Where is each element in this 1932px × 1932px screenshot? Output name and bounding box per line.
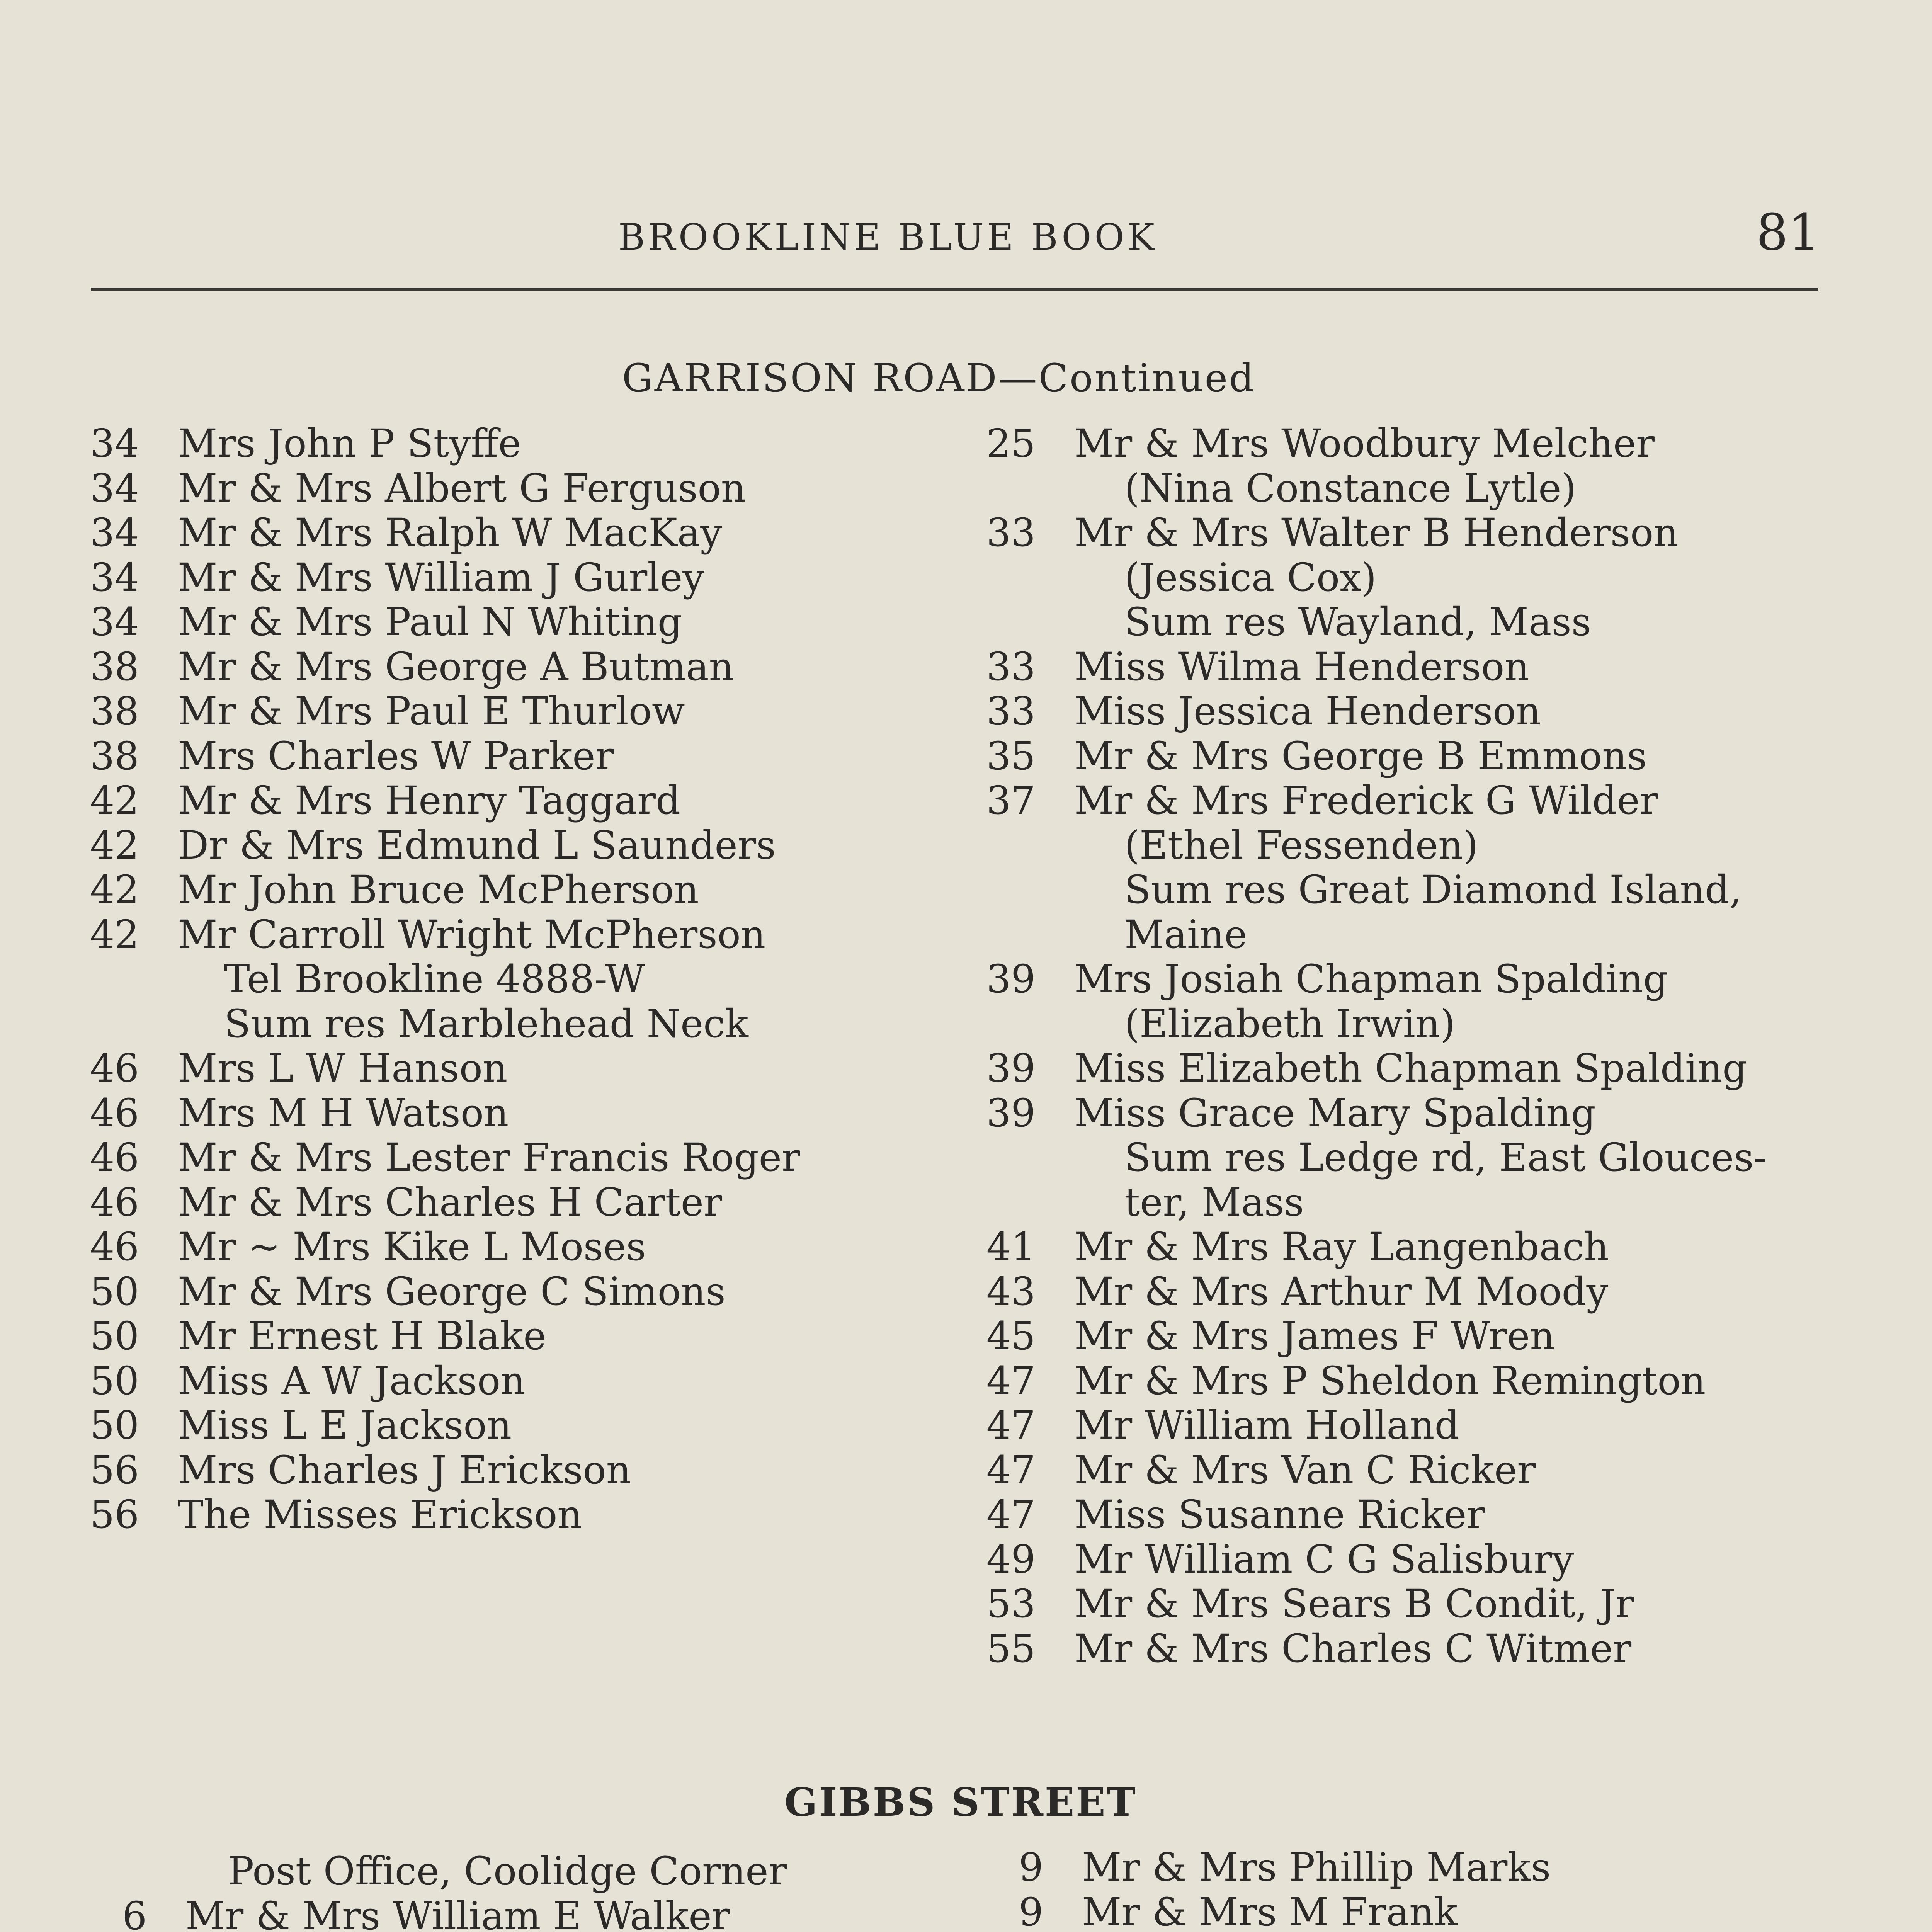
directory-entry — [978, 1046, 1767, 1091]
resident-name: Mr & Mrs Frederick G Wilder — [1074, 778, 1658, 823]
resident-name: (Jessica Cox) — [1124, 554, 1377, 600]
resident-name: Mr & Mrs Lester Francis Roger — [178, 1135, 800, 1180]
resident-name: Sum res Ledge rd, East Glouces- — [1124, 1135, 1767, 1180]
directory-entry — [978, 1225, 1767, 1269]
house-number: 34 — [90, 421, 139, 466]
resident-name: Mr & Mrs George C Simons — [178, 1269, 726, 1314]
resident-name: Sum res Great Diamond Island, — [1124, 867, 1742, 912]
directory-entry — [89, 645, 800, 689]
directory-entry — [89, 778, 800, 823]
house-number: 41 — [986, 1224, 1036, 1269]
house-number: 46 — [90, 1046, 139, 1091]
house-number: 42 — [90, 912, 139, 957]
house-number: 34 — [90, 465, 139, 511]
directory-entry — [89, 1403, 800, 1448]
house-number — [978, 1002, 1036, 1046]
header-rule — [91, 288, 1818, 291]
house-number: 33 — [986, 510, 1036, 555]
resident-name: Mrs Charles J Erickson — [178, 1447, 631, 1493]
directory-entry — [978, 912, 1767, 957]
house-number: 33 — [986, 644, 1036, 689]
directory-entry — [978, 957, 1767, 1002]
resident-name: Mr & Mrs Albert G Ferguson — [178, 465, 746, 511]
directory-entry — [89, 555, 800, 600]
directory-entry — [978, 1135, 1767, 1180]
house-number: 50 — [90, 1313, 139, 1359]
house-number — [89, 1849, 147, 1894]
resident-name: Mr & Mrs Ralph W MacKay — [178, 510, 722, 555]
house-number: 25 — [986, 421, 1036, 466]
house-number: 39 — [986, 956, 1036, 1002]
directory-entry — [978, 466, 1767, 511]
directory-entry — [978, 823, 1767, 868]
directory-entry — [89, 1046, 800, 1091]
directory-entry — [89, 1849, 787, 1894]
directory-entry — [89, 689, 800, 734]
resident-name: Mr William C G Salisbury — [1074, 1536, 1574, 1582]
directory-entry — [978, 1180, 1767, 1225]
resident-name: Post Office, Coolidge Corner — [228, 1849, 787, 1894]
directory-entry — [978, 1845, 1649, 1890]
house-number: 47 — [986, 1447, 1036, 1493]
resident-name: Mr John Bruce McPherson — [178, 867, 699, 912]
directory-entry — [89, 466, 800, 511]
house-number — [89, 957, 139, 1002]
house-number: 9 — [1019, 1845, 1043, 1890]
directory-entry — [89, 957, 800, 1002]
gibbs-right-column — [978, 1845, 1649, 1932]
directory-entry — [89, 600, 800, 645]
house-number: 46 — [90, 1090, 139, 1136]
resident-name: Mr Carroll Wright McPherson — [178, 912, 766, 957]
resident-name: Miss Jessica Henderson — [1074, 689, 1541, 734]
resident-name: Miss Grace Mary Spalding — [1074, 1090, 1596, 1136]
directory-entry — [978, 689, 1767, 734]
resident-name: Mr & Mrs Walter B Henderson — [1074, 510, 1679, 555]
house-number: 42 — [90, 867, 139, 912]
resident-name: Dr & Mrs Edmund L Saunders — [178, 822, 776, 868]
house-number: 46 — [90, 1135, 139, 1180]
resident-name: ter, Mass — [1124, 1179, 1304, 1225]
directory-entry — [978, 867, 1767, 912]
house-number: 46 — [90, 1224, 139, 1269]
directory-entry — [89, 734, 800, 779]
directory-entry — [978, 600, 1767, 645]
resident-name: Mr & Mrs George A Butman — [178, 644, 734, 689]
resident-name: Sum res Marblehead Neck — [224, 1001, 748, 1046]
directory-entry — [89, 421, 800, 466]
directory-entry — [89, 1359, 800, 1403]
house-number: 49 — [986, 1536, 1036, 1582]
resident-name: Miss Susanne Ricker — [1074, 1492, 1485, 1537]
directory-entry — [978, 1314, 1767, 1359]
directory-entry — [89, 1448, 800, 1493]
resident-name: Mrs Charles W Parker — [178, 733, 614, 779]
directory-entry — [978, 1626, 1767, 1671]
house-number: 45 — [986, 1313, 1036, 1359]
house-number: 33 — [986, 689, 1036, 734]
resident-name: Mr Ernest H Blake — [178, 1313, 546, 1359]
directory-entry — [978, 1492, 1767, 1537]
directory-entry — [978, 1890, 1649, 1932]
directory-entry — [89, 1091, 800, 1136]
house-number: 38 — [90, 733, 139, 779]
resident-name: Miss L E Jackson — [178, 1403, 512, 1448]
gibbs-left-column — [89, 1849, 787, 1932]
resident-name: Maine — [1124, 912, 1247, 957]
resident-name: Mr & Mrs Charles H Carter — [178, 1179, 722, 1225]
section-title-garrison-road: GARRISON ROAD—Continued — [622, 355, 1255, 401]
house-number — [978, 867, 1036, 912]
directory-entry — [978, 734, 1767, 779]
resident-name: Mrs Josiah Chapman Spalding — [1074, 956, 1668, 1002]
resident-name: Mr & Mrs Arthur M Moody — [1074, 1269, 1609, 1314]
resident-name: Mr & Mrs Woodbury Melcher — [1074, 421, 1655, 466]
house-number: 55 — [986, 1626, 1036, 1671]
directory-entry — [89, 867, 800, 912]
house-number: 42 — [90, 778, 139, 823]
section-title-gibbs-street: GIBBS STREET — [784, 1779, 1137, 1825]
house-number: 34 — [90, 510, 139, 555]
directory-entry — [89, 1314, 800, 1359]
resident-name: Tel Brookline 4888-W — [224, 956, 645, 1002]
resident-name: Mr & Mrs Phillip Marks — [1082, 1845, 1551, 1890]
resident-name: Mr & Mrs William J Gurley — [178, 554, 704, 600]
resident-name: Mrs John P Styffe — [178, 421, 521, 466]
directory-entry — [978, 1537, 1767, 1582]
house-number: 9 — [1019, 1889, 1043, 1932]
house-number: 50 — [90, 1358, 139, 1403]
house-number — [978, 1135, 1036, 1180]
house-number: 47 — [986, 1492, 1036, 1537]
directory-entry — [89, 1225, 800, 1269]
directory-entry — [978, 778, 1767, 823]
house-number: 47 — [986, 1358, 1036, 1403]
directory-entry — [978, 1582, 1767, 1626]
house-number: 53 — [986, 1581, 1036, 1626]
resident-name: Mrs L W Hanson — [178, 1046, 508, 1091]
directory-entry — [89, 510, 800, 555]
house-number — [89, 1002, 139, 1046]
directory-entry — [89, 1180, 800, 1225]
page-number: 81 — [1756, 203, 1820, 262]
directory-entry — [978, 645, 1767, 689]
directory-entry — [978, 1448, 1767, 1493]
house-number: 38 — [90, 689, 139, 734]
resident-name: Mr & Mrs James F Wren — [1074, 1313, 1555, 1359]
directory-entry — [89, 1492, 800, 1537]
house-number: 50 — [90, 1403, 139, 1448]
house-number: 34 — [90, 599, 139, 645]
house-number: 56 — [90, 1492, 139, 1537]
page-header-title: BROOKLINE BLUE BOOK — [618, 216, 1158, 259]
house-number: 43 — [986, 1269, 1036, 1314]
resident-name: Mr & Mrs M Frank — [1082, 1889, 1458, 1932]
resident-name: Mr & Mrs George B Emmons — [1074, 733, 1647, 779]
house-number: 6 — [122, 1893, 147, 1932]
house-number — [978, 555, 1036, 600]
directory-entry — [89, 1002, 800, 1046]
directory-entry — [89, 912, 800, 957]
resident-name: Mr & Mrs Paul E Thurlow — [178, 689, 685, 734]
directory-entry — [978, 510, 1767, 555]
house-number: 34 — [90, 554, 139, 600]
resident-name: Mr ~ Mrs Kike L Moses — [178, 1224, 646, 1269]
resident-name: Mrs M H Watson — [178, 1090, 509, 1136]
resident-name: Mr & Mrs Sears B Condit, Jr — [1074, 1581, 1634, 1626]
house-number: 39 — [986, 1090, 1036, 1136]
resident-name: Mr & Mrs Charles C Witmer — [1074, 1626, 1631, 1671]
resident-name: Mr & Mrs Paul N Whiting — [178, 599, 682, 645]
house-number: 56 — [90, 1447, 139, 1493]
house-number: 50 — [90, 1269, 139, 1314]
resident-name: Mr & Mrs Ray Langenbach — [1074, 1224, 1609, 1269]
resident-name: Miss A W Jackson — [178, 1358, 526, 1403]
house-number: 42 — [90, 822, 139, 868]
resident-name: Mr & Mrs Henry Taggard — [178, 778, 680, 823]
resident-name: Miss Elizabeth Chapman Spalding — [1074, 1046, 1747, 1091]
resident-name: Mr & Mrs William E Walker — [185, 1893, 730, 1932]
resident-name: Mr & Mrs Van C Ricker — [1074, 1447, 1536, 1493]
resident-name: (Ethel Fessenden) — [1124, 822, 1478, 868]
house-number: 47 — [986, 1403, 1036, 1448]
directory-entry — [978, 1269, 1767, 1314]
directory-entry — [89, 823, 800, 868]
garrison-left-column — [89, 421, 800, 1537]
garrison-right-column — [978, 421, 1767, 1671]
resident-name: Miss Wilma Henderson — [1074, 644, 1529, 689]
house-number: 35 — [986, 733, 1036, 779]
house-number: 46 — [90, 1179, 139, 1225]
resident-name: Mr & Mrs P Sheldon Remington — [1074, 1358, 1706, 1403]
house-number — [978, 600, 1036, 645]
resident-name: The Misses Erickson — [178, 1492, 582, 1537]
directory-entry — [978, 421, 1767, 466]
resident-name: Mr William Holland — [1074, 1403, 1459, 1448]
directory-entry — [89, 1894, 787, 1932]
resident-name: Sum res Wayland, Mass — [1124, 599, 1592, 645]
house-number: 37 — [986, 778, 1036, 823]
directory-entry — [978, 1403, 1767, 1448]
directory-entry — [89, 1269, 800, 1314]
house-number — [978, 912, 1036, 957]
directory-entry — [89, 1135, 800, 1180]
resident-name: (Nina Constance Lytle) — [1124, 465, 1577, 511]
house-number: 38 — [90, 644, 139, 689]
resident-name: (Elizabeth Irwin) — [1124, 1001, 1456, 1046]
directory-entry — [978, 1359, 1767, 1403]
directory-entry — [978, 1091, 1767, 1136]
house-number — [978, 823, 1036, 868]
house-number: 39 — [986, 1046, 1036, 1091]
directory-entry — [978, 555, 1767, 600]
directory-entry — [978, 1002, 1767, 1046]
house-number — [978, 1180, 1036, 1225]
house-number — [978, 466, 1036, 511]
